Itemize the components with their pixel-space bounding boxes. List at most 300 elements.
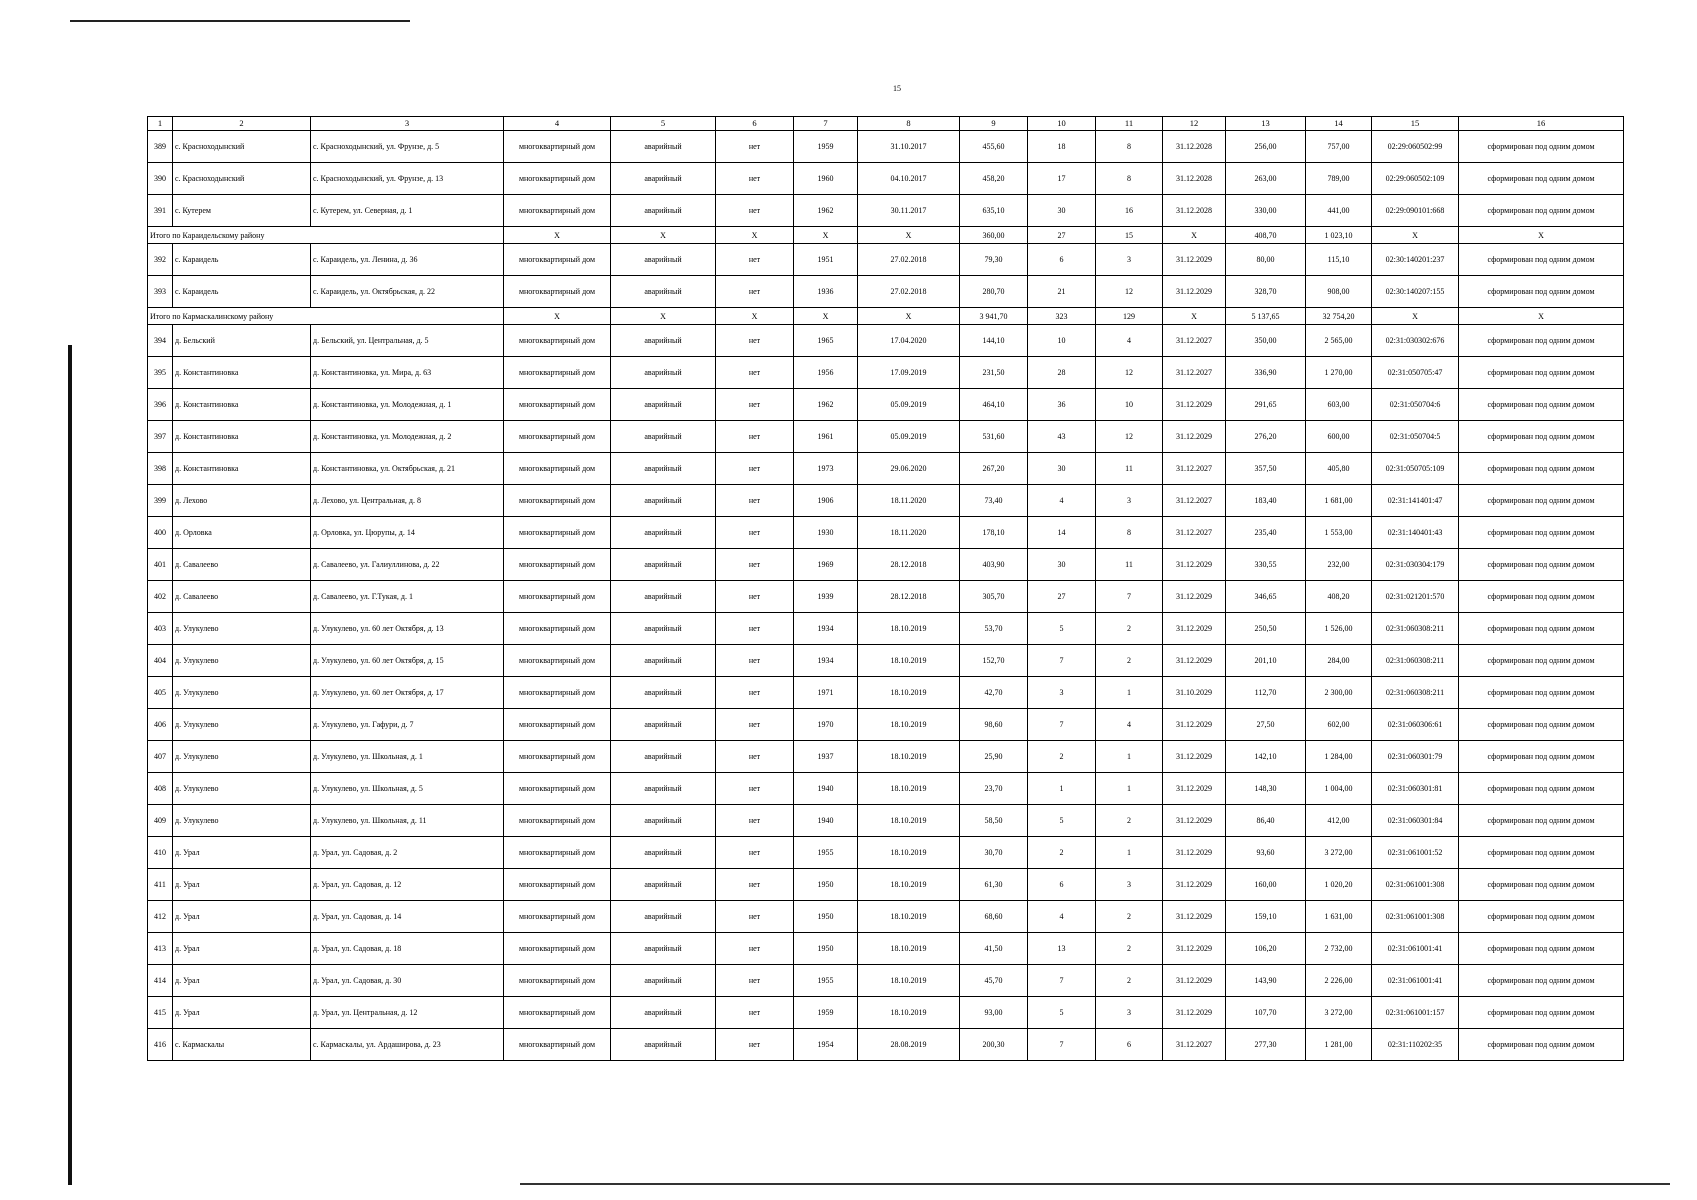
table-row: [148, 421, 1624, 453]
cell-col-10: 30: [1028, 195, 1096, 227]
cell-col-12: 31.12.2028: [1163, 195, 1226, 227]
cell-col-4: многоквартирный дом: [504, 581, 611, 613]
cell-col-1: 402: [148, 581, 173, 613]
cell-col-3: д. Урал, ул. Садовая, д. 30: [311, 965, 504, 997]
cell-col-3: д. Урал, ул. Центральная, д. 12: [311, 997, 504, 1029]
cell-col-16: сформирован под одним домом: [1459, 741, 1624, 773]
cell-col-5: аварийный: [611, 1029, 716, 1061]
total-cell-col-10: 27: [1028, 227, 1096, 244]
cell-col-4: многоквартирный дом: [504, 517, 611, 549]
cell-col-11: 10: [1096, 389, 1163, 421]
cell-col-12: 31.10.2029: [1163, 677, 1226, 709]
cell-col-13: 86,40: [1226, 805, 1306, 837]
cell-col-11: 8: [1096, 131, 1163, 163]
table-row: [148, 997, 1624, 1029]
cell-col-4: многоквартирный дом: [504, 163, 611, 195]
cell-col-11: 1: [1096, 677, 1163, 709]
cell-col-15: 02:31:060306:61: [1372, 709, 1459, 741]
cell-col-2: д. Улукулево: [173, 709, 311, 741]
cell-col-1: 397: [148, 421, 173, 453]
cell-col-16: сформирован под одним домом: [1459, 389, 1624, 421]
cell-col-15: 02:29:060502:109: [1372, 163, 1459, 195]
column-number-16: 16: [1459, 117, 1624, 131]
total-cell-col-13: 5 137,65: [1226, 308, 1306, 325]
column-number-6: 6: [716, 117, 794, 131]
table-row: [148, 805, 1624, 837]
cell-col-1: 403: [148, 613, 173, 645]
cell-col-5: аварийный: [611, 453, 716, 485]
cell-col-3: д. Урал, ул. Садовая, д. 14: [311, 901, 504, 933]
table-row: [148, 869, 1624, 901]
cell-col-8: 18.10.2019: [858, 773, 960, 805]
total-cell-col-14: 32 754,20: [1306, 308, 1372, 325]
cell-col-9: 144,10: [960, 325, 1028, 357]
total-cell-col-5: X: [611, 308, 716, 325]
cell-col-8: 18.10.2019: [858, 805, 960, 837]
cell-col-6: нет: [716, 997, 794, 1029]
cell-col-9: 98,60: [960, 709, 1028, 741]
table-row: [148, 581, 1624, 613]
table-row: [148, 1029, 1624, 1061]
cell-col-12: 31.12.2029: [1163, 389, 1226, 421]
cell-col-12: 31.12.2029: [1163, 997, 1226, 1029]
total-cell-col-7: X: [794, 308, 858, 325]
cell-col-2: д. Урал: [173, 933, 311, 965]
cell-col-7: 1951: [794, 244, 858, 276]
cell-col-9: 403,90: [960, 549, 1028, 581]
cell-col-16: сформирован под одним домом: [1459, 1029, 1624, 1061]
cell-col-12: 31.12.2027: [1163, 1029, 1226, 1061]
cell-col-8: 05.09.2019: [858, 421, 960, 453]
cell-col-9: 531,60: [960, 421, 1028, 453]
cell-col-2: д. Урал: [173, 965, 311, 997]
cell-col-8: 18.10.2019: [858, 837, 960, 869]
cell-col-5: аварийный: [611, 741, 716, 773]
cell-col-14: 2 226,00: [1306, 965, 1372, 997]
cell-col-11: 2: [1096, 901, 1163, 933]
column-number-4: 4: [504, 117, 611, 131]
cell-col-1: 399: [148, 485, 173, 517]
cell-col-15: 02:31:110202:35: [1372, 1029, 1459, 1061]
total-cell-col-4: X: [504, 227, 611, 244]
column-number-3: 3: [311, 117, 504, 131]
cell-col-15: 02:31:061001:308: [1372, 901, 1459, 933]
cell-col-5: аварийный: [611, 773, 716, 805]
total-cell-col-6: X: [716, 308, 794, 325]
cell-col-5: аварийный: [611, 869, 716, 901]
cell-col-8: 18.10.2019: [858, 613, 960, 645]
cell-col-15: 02:31:050705:47: [1372, 357, 1459, 389]
cell-col-14: 3 272,00: [1306, 997, 1372, 1029]
cell-col-6: нет: [716, 163, 794, 195]
column-number-12: 12: [1163, 117, 1226, 131]
cell-col-6: нет: [716, 805, 794, 837]
cell-col-14: 405,80: [1306, 453, 1372, 485]
cell-col-16: сформирован под одним домом: [1459, 965, 1624, 997]
cell-col-16: сформирован под одним домом: [1459, 677, 1624, 709]
cell-col-2: д. Константиновка: [173, 453, 311, 485]
cell-col-6: нет: [716, 131, 794, 163]
cell-col-10: 7: [1028, 645, 1096, 677]
total-cell-col-11: 15: [1096, 227, 1163, 244]
cell-col-2: с. Красноходынский: [173, 131, 311, 163]
cell-col-14: 1 681,00: [1306, 485, 1372, 517]
cell-col-7: 1940: [794, 773, 858, 805]
cell-col-9: 464,10: [960, 389, 1028, 421]
cell-col-2: д. Урал: [173, 997, 311, 1029]
housing-register-table: [147, 116, 1624, 1061]
cell-col-3: с. Красноходынский, ул. Фрунзе, д. 13: [311, 163, 504, 195]
cell-col-1: 391: [148, 195, 173, 227]
cell-col-12: 31.12.2029: [1163, 965, 1226, 997]
cell-col-16: сформирован под одним домом: [1459, 453, 1624, 485]
cell-col-5: аварийный: [611, 901, 716, 933]
cell-col-3: д. Савалеево, ул. Галиуллинова, д. 22: [311, 549, 504, 581]
table-row: [148, 773, 1624, 805]
cell-col-3: д. Улукулево, ул. Школьная, д. 5: [311, 773, 504, 805]
cell-col-14: 603,00: [1306, 389, 1372, 421]
cell-col-8: 28.12.2018: [858, 549, 960, 581]
cell-col-15: 02:31:061001:157: [1372, 997, 1459, 1029]
cell-col-8: 17.04.2020: [858, 325, 960, 357]
cell-col-8: 28.12.2018: [858, 581, 960, 613]
cell-col-2: с. Кармаскалы: [173, 1029, 311, 1061]
cell-col-16: сформирован под одним домом: [1459, 869, 1624, 901]
cell-col-16: сформирован под одним домом: [1459, 195, 1624, 227]
cell-col-13: 328,70: [1226, 276, 1306, 308]
cell-col-5: аварийный: [611, 965, 716, 997]
cell-col-4: многоквартирный дом: [504, 709, 611, 741]
cell-col-11: 3: [1096, 244, 1163, 276]
cell-col-9: 61,30: [960, 869, 1028, 901]
cell-col-16: сформирован под одним домом: [1459, 613, 1624, 645]
cell-col-10: 1: [1028, 773, 1096, 805]
table-row: [148, 933, 1624, 965]
cell-col-8: 18.11.2020: [858, 485, 960, 517]
cell-col-11: 12: [1096, 357, 1163, 389]
cell-col-15: 02:31:061001:52: [1372, 837, 1459, 869]
cell-col-13: 336,90: [1226, 357, 1306, 389]
cell-col-15: 02:31:061001:308: [1372, 869, 1459, 901]
cell-col-1: 406: [148, 709, 173, 741]
cell-col-7: 1956: [794, 357, 858, 389]
cell-col-3: д. Урал, ул. Садовая, д. 12: [311, 869, 504, 901]
cell-col-7: 1970: [794, 709, 858, 741]
cell-col-14: 1 270,00: [1306, 357, 1372, 389]
cell-col-12: 31.12.2029: [1163, 869, 1226, 901]
cell-col-3: с. Кармаскалы, ул. Ардаширова, д. 23: [311, 1029, 504, 1061]
cell-col-10: 17: [1028, 163, 1096, 195]
cell-col-12: 31.12.2029: [1163, 901, 1226, 933]
cell-col-14: 908,00: [1306, 276, 1372, 308]
cell-col-2: д. Улукулево: [173, 773, 311, 805]
cell-col-3: д. Лехово, ул. Центральная, д. 8: [311, 485, 504, 517]
cell-col-8: 27.02.2018: [858, 276, 960, 308]
cell-col-2: д. Лехово: [173, 485, 311, 517]
cell-col-1: 404: [148, 645, 173, 677]
table-row: [148, 965, 1624, 997]
cell-col-3: с. Красноходынский, ул. Фрунзе, д. 5: [311, 131, 504, 163]
cell-col-16: сформирован под одним домом: [1459, 837, 1624, 869]
cell-col-15: 02:31:060308:211: [1372, 645, 1459, 677]
cell-col-16: сформирован под одним домом: [1459, 485, 1624, 517]
cell-col-13: 143,90: [1226, 965, 1306, 997]
cell-col-6: нет: [716, 645, 794, 677]
cell-col-1: 398: [148, 453, 173, 485]
cell-col-7: 1954: [794, 1029, 858, 1061]
cell-col-3: д. Бельский, ул. Центральная, д. 5: [311, 325, 504, 357]
cell-col-8: 17.09.2019: [858, 357, 960, 389]
cell-col-7: 1962: [794, 195, 858, 227]
cell-col-16: сформирован под одним домом: [1459, 163, 1624, 195]
cell-col-5: аварийный: [611, 805, 716, 837]
cell-col-9: 53,70: [960, 613, 1028, 645]
cell-col-11: 2: [1096, 613, 1163, 645]
cell-col-15: 02:31:060301:84: [1372, 805, 1459, 837]
cell-col-12: 31.12.2027: [1163, 485, 1226, 517]
cell-col-13: 350,00: [1226, 325, 1306, 357]
cell-col-5: аварийный: [611, 933, 716, 965]
cell-col-10: 5: [1028, 997, 1096, 1029]
cell-col-6: нет: [716, 581, 794, 613]
cell-col-1: 395: [148, 357, 173, 389]
cell-col-5: аварийный: [611, 581, 716, 613]
cell-col-5: аварийный: [611, 131, 716, 163]
cell-col-1: 414: [148, 965, 173, 997]
cell-col-5: аварийный: [611, 421, 716, 453]
cell-col-12: 31.12.2029: [1163, 709, 1226, 741]
cell-col-12: 31.12.2028: [1163, 131, 1226, 163]
table-row: [148, 741, 1624, 773]
cell-col-7: 1934: [794, 645, 858, 677]
total-cell-col-11: 129: [1096, 308, 1163, 325]
column-number-14: 14: [1306, 117, 1372, 131]
cell-col-9: 200,30: [960, 1029, 1028, 1061]
cell-col-4: многоквартирный дом: [504, 741, 611, 773]
cell-col-10: 4: [1028, 485, 1096, 517]
cell-col-7: 1950: [794, 869, 858, 901]
cell-col-7: 1940: [794, 805, 858, 837]
cell-col-11: 2: [1096, 645, 1163, 677]
table-body: [148, 117, 1624, 1061]
cell-col-11: 7: [1096, 581, 1163, 613]
column-number-9: 9: [960, 117, 1028, 131]
cell-col-4: многоквартирный дом: [504, 997, 611, 1029]
cell-col-10: 6: [1028, 869, 1096, 901]
cell-col-9: 23,70: [960, 773, 1028, 805]
total-cell-col-14: 1 023,10: [1306, 227, 1372, 244]
cell-col-1: 408: [148, 773, 173, 805]
cell-col-11: 11: [1096, 453, 1163, 485]
cell-col-7: 1971: [794, 677, 858, 709]
cell-col-1: 396: [148, 389, 173, 421]
cell-col-12: 31.12.2029: [1163, 741, 1226, 773]
total-cell-col-15: X: [1372, 308, 1459, 325]
table-row: [148, 325, 1624, 357]
cell-col-10: 30: [1028, 453, 1096, 485]
cell-col-3: д. Урал, ул. Садовая, д. 18: [311, 933, 504, 965]
total-cell-col-15: X: [1372, 227, 1459, 244]
cell-col-13: 330,55: [1226, 549, 1306, 581]
cell-col-4: многоквартирный дом: [504, 1029, 611, 1061]
cell-col-16: сформирован под одним домом: [1459, 933, 1624, 965]
cell-col-10: 14: [1028, 517, 1096, 549]
cell-col-14: 2 300,00: [1306, 677, 1372, 709]
column-number-10: 10: [1028, 117, 1096, 131]
cell-col-11: 1: [1096, 837, 1163, 869]
cell-col-6: нет: [716, 453, 794, 485]
cell-col-3: с. Караидель, ул. Октябрьская, д. 22: [311, 276, 504, 308]
cell-col-9: 458,20: [960, 163, 1028, 195]
cell-col-7: 1930: [794, 517, 858, 549]
cell-col-8: 05.09.2019: [858, 389, 960, 421]
cell-col-15: 02:31:030302:676: [1372, 325, 1459, 357]
cell-col-10: 2: [1028, 741, 1096, 773]
cell-col-8: 27.02.2018: [858, 244, 960, 276]
cell-col-5: аварийный: [611, 645, 716, 677]
cell-col-10: 2: [1028, 837, 1096, 869]
cell-col-8: 18.10.2019: [858, 965, 960, 997]
cell-col-14: 441,00: [1306, 195, 1372, 227]
cell-col-14: 115,10: [1306, 244, 1372, 276]
district-total-row: [148, 227, 1624, 244]
table-row: [148, 163, 1624, 195]
cell-col-16: сформирован под одним домом: [1459, 517, 1624, 549]
cell-col-8: 18.10.2019: [858, 869, 960, 901]
cell-col-5: аварийный: [611, 709, 716, 741]
cell-col-2: д. Орловка: [173, 517, 311, 549]
cell-col-13: 250,50: [1226, 613, 1306, 645]
cell-col-4: многоквартирный дом: [504, 837, 611, 869]
column-number-header-row: [148, 117, 1624, 131]
cell-col-5: аварийный: [611, 244, 716, 276]
cell-col-6: нет: [716, 1029, 794, 1061]
cell-col-7: 1965: [794, 325, 858, 357]
cell-col-3: д. Улукулево, ул. Школьная, д. 1: [311, 741, 504, 773]
cell-col-12: 31.12.2029: [1163, 421, 1226, 453]
cell-col-13: 346,65: [1226, 581, 1306, 613]
column-number-15: 15: [1372, 117, 1459, 131]
cell-col-5: аварийный: [611, 163, 716, 195]
cell-col-15: 02:31:050704:5: [1372, 421, 1459, 453]
cell-col-2: с. Караидель: [173, 244, 311, 276]
cell-col-8: 18.11.2020: [858, 517, 960, 549]
cell-col-11: 2: [1096, 965, 1163, 997]
cell-col-12: 31.12.2027: [1163, 325, 1226, 357]
cell-col-1: 413: [148, 933, 173, 965]
table-row: [148, 195, 1624, 227]
cell-col-5: аварийный: [611, 485, 716, 517]
cell-col-11: 2: [1096, 805, 1163, 837]
cell-col-6: нет: [716, 244, 794, 276]
cell-col-15: 02:31:021201:570: [1372, 581, 1459, 613]
cell-col-16: сформирован под одним домом: [1459, 549, 1624, 581]
cell-col-2: д. Константиновка: [173, 357, 311, 389]
cell-col-9: 635,10: [960, 195, 1028, 227]
cell-col-7: 1973: [794, 453, 858, 485]
cell-col-2: д. Константиновка: [173, 421, 311, 453]
cell-col-7: 1906: [794, 485, 858, 517]
cell-col-16: сформирован под одним домом: [1459, 325, 1624, 357]
cell-col-6: нет: [716, 933, 794, 965]
cell-col-6: нет: [716, 421, 794, 453]
cell-col-13: 27,50: [1226, 709, 1306, 741]
cell-col-15: 02:31:060301:81: [1372, 773, 1459, 805]
column-number-13: 13: [1226, 117, 1306, 131]
cell-col-8: 04.10.2017: [858, 163, 960, 195]
total-cell-col-5: X: [611, 227, 716, 244]
cell-col-16: сформирован под одним домом: [1459, 709, 1624, 741]
cell-col-1: 411: [148, 869, 173, 901]
cell-col-7: 1961: [794, 421, 858, 453]
cell-col-6: нет: [716, 741, 794, 773]
table-row: [148, 613, 1624, 645]
cell-col-1: 393: [148, 276, 173, 308]
cell-col-9: 231,50: [960, 357, 1028, 389]
cell-col-10: 7: [1028, 1029, 1096, 1061]
cell-col-11: 12: [1096, 421, 1163, 453]
total-cell-col-12: X: [1163, 308, 1226, 325]
cell-col-9: 30,70: [960, 837, 1028, 869]
cell-col-6: нет: [716, 517, 794, 549]
cell-col-4: многоквартирный дом: [504, 901, 611, 933]
column-number-11: 11: [1096, 117, 1163, 131]
cell-col-3: с. Кутерем, ул. Северная, д. 1: [311, 195, 504, 227]
cell-col-5: аварийный: [611, 997, 716, 1029]
total-cell-col-10: 323: [1028, 308, 1096, 325]
cell-col-14: 2 565,00: [1306, 325, 1372, 357]
cell-col-12: 31.12.2029: [1163, 933, 1226, 965]
cell-col-9: 267,20: [960, 453, 1028, 485]
cell-col-4: многоквартирный дом: [504, 244, 611, 276]
cell-col-13: 183,40: [1226, 485, 1306, 517]
cell-col-1: 410: [148, 837, 173, 869]
cell-col-2: д. Константиновка: [173, 389, 311, 421]
cell-col-13: 159,10: [1226, 901, 1306, 933]
cell-col-8: 31.10.2017: [858, 131, 960, 163]
cell-col-9: 178,10: [960, 517, 1028, 549]
cell-col-10: 27: [1028, 581, 1096, 613]
cell-col-8: 29.06.2020: [858, 453, 960, 485]
cell-col-5: аварийный: [611, 517, 716, 549]
cell-col-12: 31.12.2029: [1163, 837, 1226, 869]
column-number-1: 1: [148, 117, 173, 131]
cell-col-15: 02:31:030304:179: [1372, 549, 1459, 581]
cell-col-9: 280,70: [960, 276, 1028, 308]
cell-col-11: 1: [1096, 741, 1163, 773]
cell-col-15: 02:31:050705:109: [1372, 453, 1459, 485]
cell-col-5: аварийный: [611, 389, 716, 421]
cell-col-3: д. Улукулево, ул. 60 лет Октября, д. 17: [311, 677, 504, 709]
cell-col-10: 6: [1028, 244, 1096, 276]
cell-col-15: 02:31:061001:41: [1372, 965, 1459, 997]
cell-col-4: многоквартирный дом: [504, 645, 611, 677]
cell-col-13: 357,50: [1226, 453, 1306, 485]
cell-col-9: 25,90: [960, 741, 1028, 773]
cell-col-13: 93,60: [1226, 837, 1306, 869]
cell-col-14: 284,00: [1306, 645, 1372, 677]
total-cell-col-8: X: [858, 308, 960, 325]
cell-col-4: многоквартирный дом: [504, 869, 611, 901]
cell-col-2: д. Улукулево: [173, 613, 311, 645]
cell-col-9: 305,70: [960, 581, 1028, 613]
cell-col-5: аварийный: [611, 325, 716, 357]
cell-col-10: 4: [1028, 901, 1096, 933]
cell-col-9: 58,50: [960, 805, 1028, 837]
cell-col-1: 415: [148, 997, 173, 1029]
cell-col-2: д. Улукулево: [173, 677, 311, 709]
column-number-2: 2: [173, 117, 311, 131]
